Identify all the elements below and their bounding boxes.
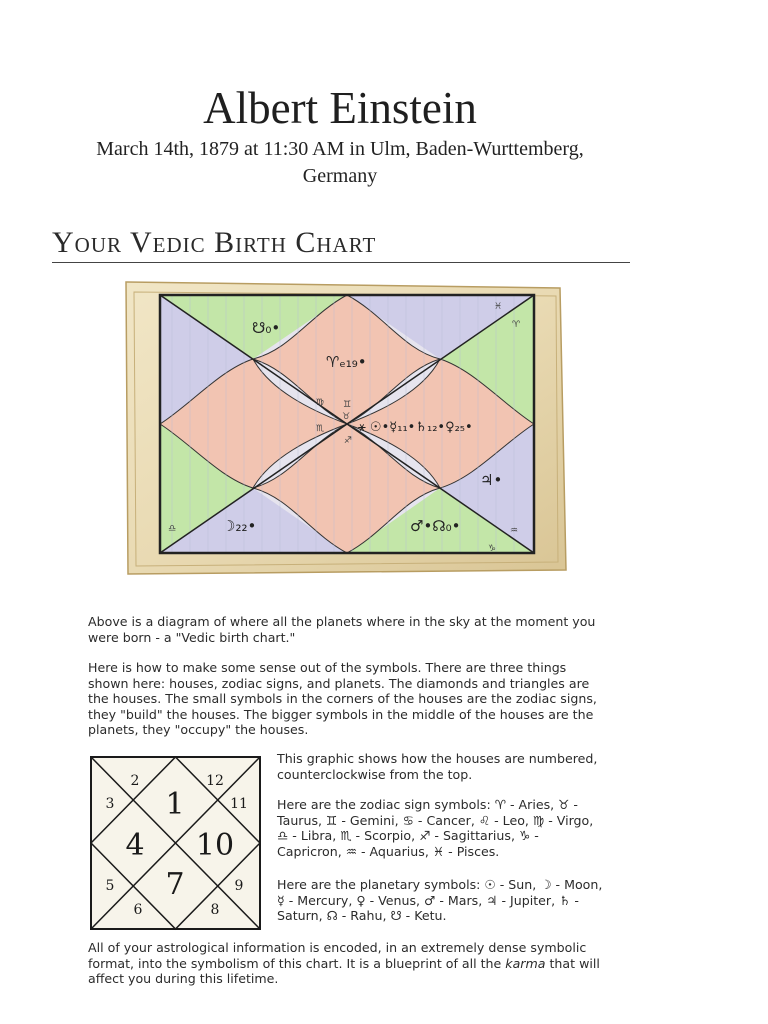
house-number-5: 5 — [105, 878, 115, 894]
numbering-paragraph: This graphic shows how the houses are numbered, counterclockwise from the top. — [277, 751, 598, 782]
planets-house-1: ♈ₑ₁₉• — [326, 353, 367, 371]
house-number-12: 12 — [206, 773, 224, 789]
house-number-1: 1 — [165, 787, 185, 822]
karma-word: karma — [505, 955, 546, 971]
sign-house-7: ♐ — [344, 436, 353, 446]
zodiac-symbols-paragraph: Here are the zodiac sign symbols: ♈ - Aries, ♉ - Taurus, ♊ - Gemini, ♋ - Cancer, ♌ - Leo, ♍ - Virgo, ♎ - Libra, ♏ - Scorpio, ♐ - Sagittarius, ♑ - Capricron, ♒ - Aquarius, ♓ - Pisces. — [277, 797, 594, 859]
house-number-2: 2 — [130, 773, 140, 789]
birth-line-1: March 14th, 1879 at 11:30 AM in Ulm, Baden-Wurttemberg, — [96, 138, 584, 160]
closing-text-start: All of your astrological information is encoded, in an extremely dense symbolic format, into the symbolism of this chart. It is a blueprint of all the — [88, 940, 587, 971]
house-number-7: 7 — [165, 867, 185, 902]
sign-house-3: ♍ — [316, 398, 325, 408]
sign-house-2: ♊ — [343, 400, 352, 410]
house-number-8: 8 — [210, 902, 220, 918]
planet-symbols-paragraph: Here are the planetary symbols: ☉ - Sun, ☽ - Moon, ☿ - Mercury, ♀ - Venus, ♂ - Mars, ♃ - Jupiter, ♄ - Saturn, ☊ - Rahu, ☋ - Ketu. — [277, 877, 603, 923]
house-number-9: 9 — [234, 878, 244, 894]
sign-house-5: ♎ — [168, 524, 177, 534]
sign-house-4: ♏ — [316, 424, 325, 434]
planets-house-10: ⚹ ☉•☿₁₁•♄₁₂•♀₂₅• — [358, 420, 473, 435]
planets-house-11: ♃• — [480, 471, 503, 489]
vedic-birth-chart — [120, 278, 570, 578]
house-number-6: 6 — [133, 902, 143, 918]
house-numbering-diagram — [88, 754, 263, 932]
birth-details — [40, 136, 640, 190]
birth-chart-svg — [120, 278, 570, 578]
house-number-3: 3 — [105, 796, 115, 812]
intro-paragraph: Above is a diagram of where all the planets where in the sky at the moment you were born - a "Vedic birth chart." — [88, 614, 596, 645]
sign-house-9: ♒ — [510, 526, 519, 536]
page-title: Albert Einstein — [203, 83, 477, 133]
closing-paragraph — [88, 940, 608, 987]
house-number-10: 10 — [195, 828, 235, 863]
house-numbering-svg — [88, 754, 263, 932]
sign-house-12: ♈ — [512, 320, 521, 330]
symbols-paragraph: Here is how to make some sense out of the symbols. There are three things shown here: houses, zodiac signs, and planets. The diamonds and triangles are the houses. The small symbols in the corners of the houses are the zodiac signs, they "build" the houses. The bigger symbols in the middle of the houses are the planets, they "occupy" the houses. — [88, 660, 597, 737]
planets-house-8: ☽₂₂• — [222, 517, 257, 535]
house-number-11: 11 — [230, 796, 248, 812]
chart-grid — [160, 295, 534, 554]
closing-text-end: that will affect you during this lifetime. — [88, 955, 600, 986]
sign-house-12b: ♓ — [494, 302, 503, 312]
sign-house-1: ♉ — [342, 412, 351, 422]
sign-house-8: ♑ — [488, 544, 497, 554]
planets-house-3: ☋₀• — [252, 319, 281, 337]
section-heading: Your Vedic Birth Chart — [52, 226, 630, 263]
planets-house-7: ♂•☊₀• — [410, 517, 461, 535]
birth-line-2: Germany — [302, 165, 378, 187]
house-number-4: 4 — [125, 828, 145, 863]
